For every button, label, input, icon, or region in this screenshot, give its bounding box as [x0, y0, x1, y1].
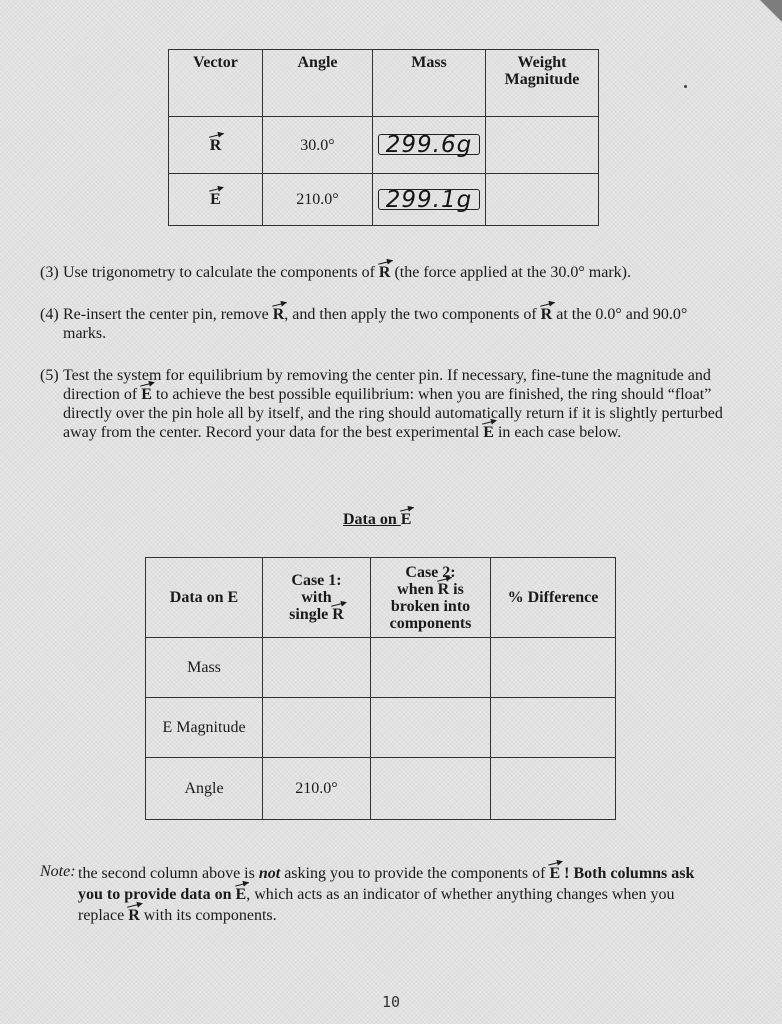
vector-e: E — [483, 424, 494, 441]
data-table-header-row — [146, 558, 616, 638]
vector-e: E — [210, 191, 221, 208]
angle-cell: 210.0° — [263, 174, 373, 226]
angle-cell: 30.0° — [263, 117, 373, 174]
step-number: (5) — [40, 367, 59, 384]
step-3 — [40, 263, 720, 282]
header-angle: Angle — [263, 50, 373, 117]
row-label-e-magnitude: E Magnitude — [146, 698, 263, 758]
table-row — [146, 698, 616, 758]
header-percent-difference: % Difference — [491, 558, 616, 638]
vector-r: R — [209, 136, 222, 154]
vector-r: R — [272, 306, 285, 323]
data-heading: Data on E — [343, 511, 412, 528]
vector-e: E — [235, 886, 247, 903]
step-number: (3) — [40, 264, 59, 281]
mass-cell[interactable] — [373, 174, 486, 226]
row-label-angle: Angle — [146, 758, 263, 820]
header-mass: Mass — [373, 50, 486, 117]
step-text: Test the system for equilibrium by removing the center pin. If necessary, fine-tune the magnitude and direction of E to achieve the best possible equilibrium: when you are finished, the ring should “float” directly over the pin hole all by itself, and the ring should automatically return if it is slightly perturbed away from the center. Record your data for the best experimental E in each case below. — [63, 367, 723, 441]
weight-table — [168, 49, 599, 226]
case1-cell[interactable] — [263, 638, 371, 698]
vector-e: E — [141, 386, 152, 403]
difference-cell[interactable] — [491, 638, 616, 698]
vector-r: R — [378, 264, 391, 281]
vector-cell — [169, 117, 263, 174]
handwritten-mass: 299.6g — [378, 134, 480, 155]
header-case-2: Case 2: when R is broken into components — [371, 558, 491, 638]
header-case-1: Case 1: with single R — [263, 558, 371, 638]
handwritten-mass: 299.1g — [378, 189, 480, 210]
step-text: Use trigonometry to calculate the components of R (the force applied at the 30.0° mark). — [63, 264, 631, 281]
case2-cell[interactable] — [371, 698, 491, 758]
difference-cell[interactable] — [491, 698, 616, 758]
vector-e: E — [400, 511, 412, 528]
weight-magnitude-cell[interactable] — [486, 174, 599, 226]
case2-cell[interactable] — [371, 758, 491, 820]
header-weight-magnitude: Weight Magnitude — [486, 50, 599, 117]
table-row — [169, 174, 599, 226]
data-table — [145, 557, 616, 820]
mass-cell[interactable] — [373, 117, 486, 174]
row-label-mass: Mass — [146, 638, 263, 698]
case1-cell[interactable] — [263, 698, 371, 758]
page-corner — [760, 0, 782, 22]
table-row — [146, 638, 616, 698]
difference-cell[interactable] — [491, 758, 616, 820]
header-vector: Vector — [169, 50, 263, 117]
page-number: 10 — [381, 993, 401, 1011]
emphasis-not: not — [258, 865, 281, 882]
step-number: (4) — [40, 306, 59, 323]
weight-magnitude-cell[interactable] — [486, 117, 599, 174]
vector-r: R — [540, 306, 553, 323]
note-text: the second column above is not asking you to provide the components of E ! Both columns ask you to provide data on E, which acts as an indicator of whether anything changes when you replace R with its components. — [78, 865, 695, 924]
vector-e: E — [549, 865, 561, 882]
case1-cell[interactable]: 210.0° — [263, 758, 371, 820]
step-4 — [40, 305, 720, 343]
step-5 — [40, 366, 740, 442]
vector-r: R — [332, 606, 344, 623]
table-row — [146, 758, 616, 820]
vector-r: R — [437, 580, 450, 598]
table-row — [169, 117, 599, 174]
step-text: Re-insert the center pin, remove R, and then apply the two components of R at the 0.0° and 90.0° marks. — [63, 306, 688, 342]
vector-r: R — [128, 907, 140, 924]
note-label: Note: — [40, 863, 76, 880]
stray-mark — [684, 85, 687, 88]
header-data-on-e: Data on E — [146, 558, 263, 638]
case2-cell[interactable] — [371, 638, 491, 698]
vector-cell — [169, 174, 263, 226]
weight-table-header-row — [169, 50, 599, 117]
